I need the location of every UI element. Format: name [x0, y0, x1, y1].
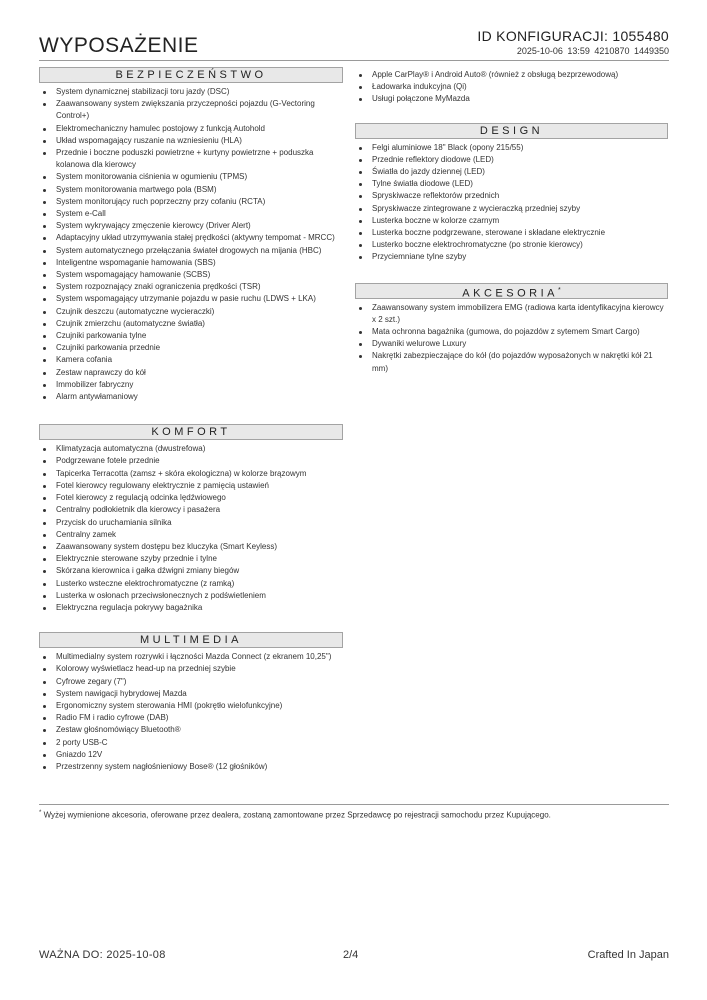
list-item: Alarm antywłamaniowy: [39, 391, 343, 403]
left-column: [39, 67, 343, 773]
list-item: Zestaw naprawczy do kół: [39, 367, 343, 379]
section-title: KOMFORT: [39, 424, 343, 440]
list-item: System automatycznego przełączania świateł drogowych na mijania (HBC): [39, 245, 343, 257]
list-item: Kamera cofania: [39, 354, 343, 366]
list-item: Multimedialny system rozrywki i łączności Mazda Connect (z ekranem 10,25"): [39, 651, 343, 663]
list-item: Czujniki parkowania przednie: [39, 342, 343, 354]
list-item: System monitorowania ciśnienia w ogumieniu (TPMS): [39, 171, 343, 183]
footnote-text: Wyżej wymienione akcesoria, oferowane przez dealera, zostaną zamontowane przez Sprzedawcę po rejestracji samochodu przez Kupującego.: [41, 810, 551, 820]
section-komfort: [39, 424, 343, 614]
list-item: Tylne światła diodowe (LED): [355, 178, 668, 190]
list-item: Przednie i boczne poduszki powietrzne + kurtyny powietrzne + poduszka kolanowa dla kierowcy: [39, 147, 343, 171]
section-title: [355, 283, 668, 299]
list-item: System rozpoznający znaki ograniczenia prędkości (TSR): [39, 281, 343, 293]
list-item: Immobilizer fabryczny: [39, 379, 343, 391]
list-item: System monitorowania martwego pola (BSM): [39, 184, 343, 196]
list-item: Elektrycznie sterowane szyby przednie i tylne: [39, 553, 343, 565]
list-item: 2 porty USB-C: [39, 737, 343, 749]
list-item: Ładowarka indukcyjna (Qi): [355, 81, 668, 93]
list-item: Podgrzewane fotele przednie: [39, 455, 343, 467]
list-item: Spryskiwacze zintegrowane z wycieraczką przedniej szyby: [355, 203, 668, 215]
configuration-meta: 2025-10-06 13:59 4210870 1449350: [516, 46, 669, 56]
list-item: Fotel kierowcy regulowany elektrycznie z pamięcią ustawień: [39, 480, 343, 492]
item-list: [355, 69, 668, 106]
page-number: 2/4: [343, 949, 359, 961]
item-list: [355, 142, 668, 264]
list-item: Lusterka boczne w kolorze czarnym: [355, 215, 668, 227]
list-item: Fotel kierowcy z regulacją odcinka lędźwiowego: [39, 492, 343, 504]
list-item: System nawigacji hybrydowej Mazda: [39, 688, 343, 700]
list-item: Felgi aluminiowe 18" Black (opony 215/55): [355, 142, 668, 154]
list-item: System wspomagający hamowanie (SCBS): [39, 269, 343, 281]
footnote: [39, 810, 669, 820]
list-item: Lusterka w osłonach przeciwsłonecznych z podświetleniem: [39, 590, 343, 602]
list-item: Mata ochronna bagażnika (gumowa, do pojazdów z sytemem Smart Cargo): [355, 326, 668, 338]
list-item: Elektryczna regulacja pokrywy bagażnika: [39, 602, 343, 614]
list-item: System monitorujący ruch poprzeczny przy cofaniu (RCTA): [39, 196, 343, 208]
list-item: Ergonomiczny system sterowania HMI (pokrętło wielofunkcyjne): [39, 700, 343, 712]
list-item: Lusterka boczne podgrzewane, sterowane i składane elektrycznie: [355, 227, 668, 239]
list-item: Centralny zamek: [39, 529, 343, 541]
list-item: Czujniki parkowania tylne: [39, 330, 343, 342]
list-item: Zaawansowany system immobilizera EMG (radiowa karta identyfikacyjna kierowcy x 2 szt.): [355, 302, 668, 326]
configuration-id: ID KONFIGURACJI: 1055480: [477, 28, 669, 44]
section-akcesoria: [355, 283, 668, 375]
list-item: Adaptacyjny układ utrzymywania stałej prędkości (aktywny tempomat - MRCC): [39, 232, 343, 244]
list-item: Zestaw głośnomówiący Bluetooth®: [39, 724, 343, 736]
list-item: Inteligentne wspomaganie hamowania (SBS): [39, 257, 343, 269]
item-list: [39, 86, 343, 403]
list-item: Światła do jazdy dziennej (LED): [355, 166, 668, 178]
section-multimedia-continued: [355, 69, 668, 106]
list-item: Czujnik zmierzchu (automatyczne światła): [39, 318, 343, 330]
item-list: [39, 443, 343, 614]
list-item: Kolorowy wyświetlacz head-up na przedniej szybie: [39, 663, 343, 675]
footnote-marker: *: [557, 286, 561, 294]
list-item: Klimatyzacja automatyczna (dwustrefowa): [39, 443, 343, 455]
list-item: Skórzana kierownica i gałka dźwigni zmiany biegów: [39, 565, 343, 577]
list-item: Czujnik deszczu (automatyczne wycieraczki): [39, 306, 343, 318]
section-design: [355, 123, 668, 264]
right-column: [355, 67, 668, 375]
valid-until: WAŻNA DO: 2025-10-08: [39, 949, 166, 961]
list-item: System e-Call: [39, 208, 343, 220]
list-item: Cyfrowe zegary (7"): [39, 676, 343, 688]
list-item: Radio FM i radio cyfrowe (DAB): [39, 712, 343, 724]
item-list: [39, 651, 343, 773]
section-title: DESIGN: [355, 123, 668, 139]
footnote-marker: *: [39, 810, 42, 816]
header-divider: [39, 60, 669, 61]
item-list: [355, 302, 668, 375]
list-item: Centralny podłokietnik dla kierowcy i pasażera: [39, 504, 343, 516]
list-item: Spryskiwacze reflektorów przednich: [355, 190, 668, 202]
footnote-divider: [39, 804, 669, 805]
list-item: Usługi połączone MyMazda: [355, 93, 668, 105]
list-item: Gniazdo 12V: [39, 749, 343, 761]
section-title: MULTIMEDIA: [39, 632, 343, 648]
list-item: Apple CarPlay® i Android Auto® (również z obsługą bezprzewodową): [355, 69, 668, 81]
list-item: System wspomagający utrzymanie pojazdu w pasie ruchu (LDWS + LKA): [39, 293, 343, 305]
list-item: Przednie reflektory diodowe (LED): [355, 154, 668, 166]
section-multimedia: [39, 632, 343, 773]
list-item: Dywaniki welurowe Luxury: [355, 338, 668, 350]
list-item: Lusterko wsteczne elektrochromatyczne (z ramką): [39, 578, 343, 590]
list-item: Przycisk do uruchamiania silnika: [39, 517, 343, 529]
list-item: Przyciemniane tylne szyby: [355, 251, 668, 263]
list-item: System wykrywający zmęczenie kierowcy (Driver Alert): [39, 220, 343, 232]
list-item: Przestrzenny system nagłośnieniowy Bose® (12 głośników): [39, 761, 343, 773]
section-bezpieczenstwo: [39, 67, 343, 403]
list-item: Układ wspomagający ruszanie na wzniesieniu (HLA): [39, 135, 343, 147]
section-title: BEZPIECZEŃSTWO: [39, 67, 343, 83]
page-title: WYPOSAŻENIE: [39, 34, 199, 57]
list-item: Elektromechaniczny hamulec postojowy z funkcją Autohold: [39, 123, 343, 135]
list-item: Zaawansowany system dostępu bez kluczyka (Smart Keyless): [39, 541, 343, 553]
origin-note: Crafted In Japan: [587, 949, 669, 961]
section-title-text: AKCESORIA: [462, 287, 558, 300]
list-item: System dynamicznej stabilizacji toru jazdy (DSC): [39, 86, 343, 98]
list-item: Nakrętki zabezpieczające do kół (do pojazdów wyposażonych w nakrętki kół 21 mm): [355, 350, 668, 374]
list-item: Zaawansowany system zwiększania przyczepności pojazdu (G-Vectoring Control+): [39, 98, 343, 122]
list-item: Tapicerka Terracotta (zamsz + skóra ekologiczna) w kolorze brązowym: [39, 468, 343, 480]
list-item: Lusterko boczne elektrochromatyczne (po stronie kierowcy): [355, 239, 668, 251]
